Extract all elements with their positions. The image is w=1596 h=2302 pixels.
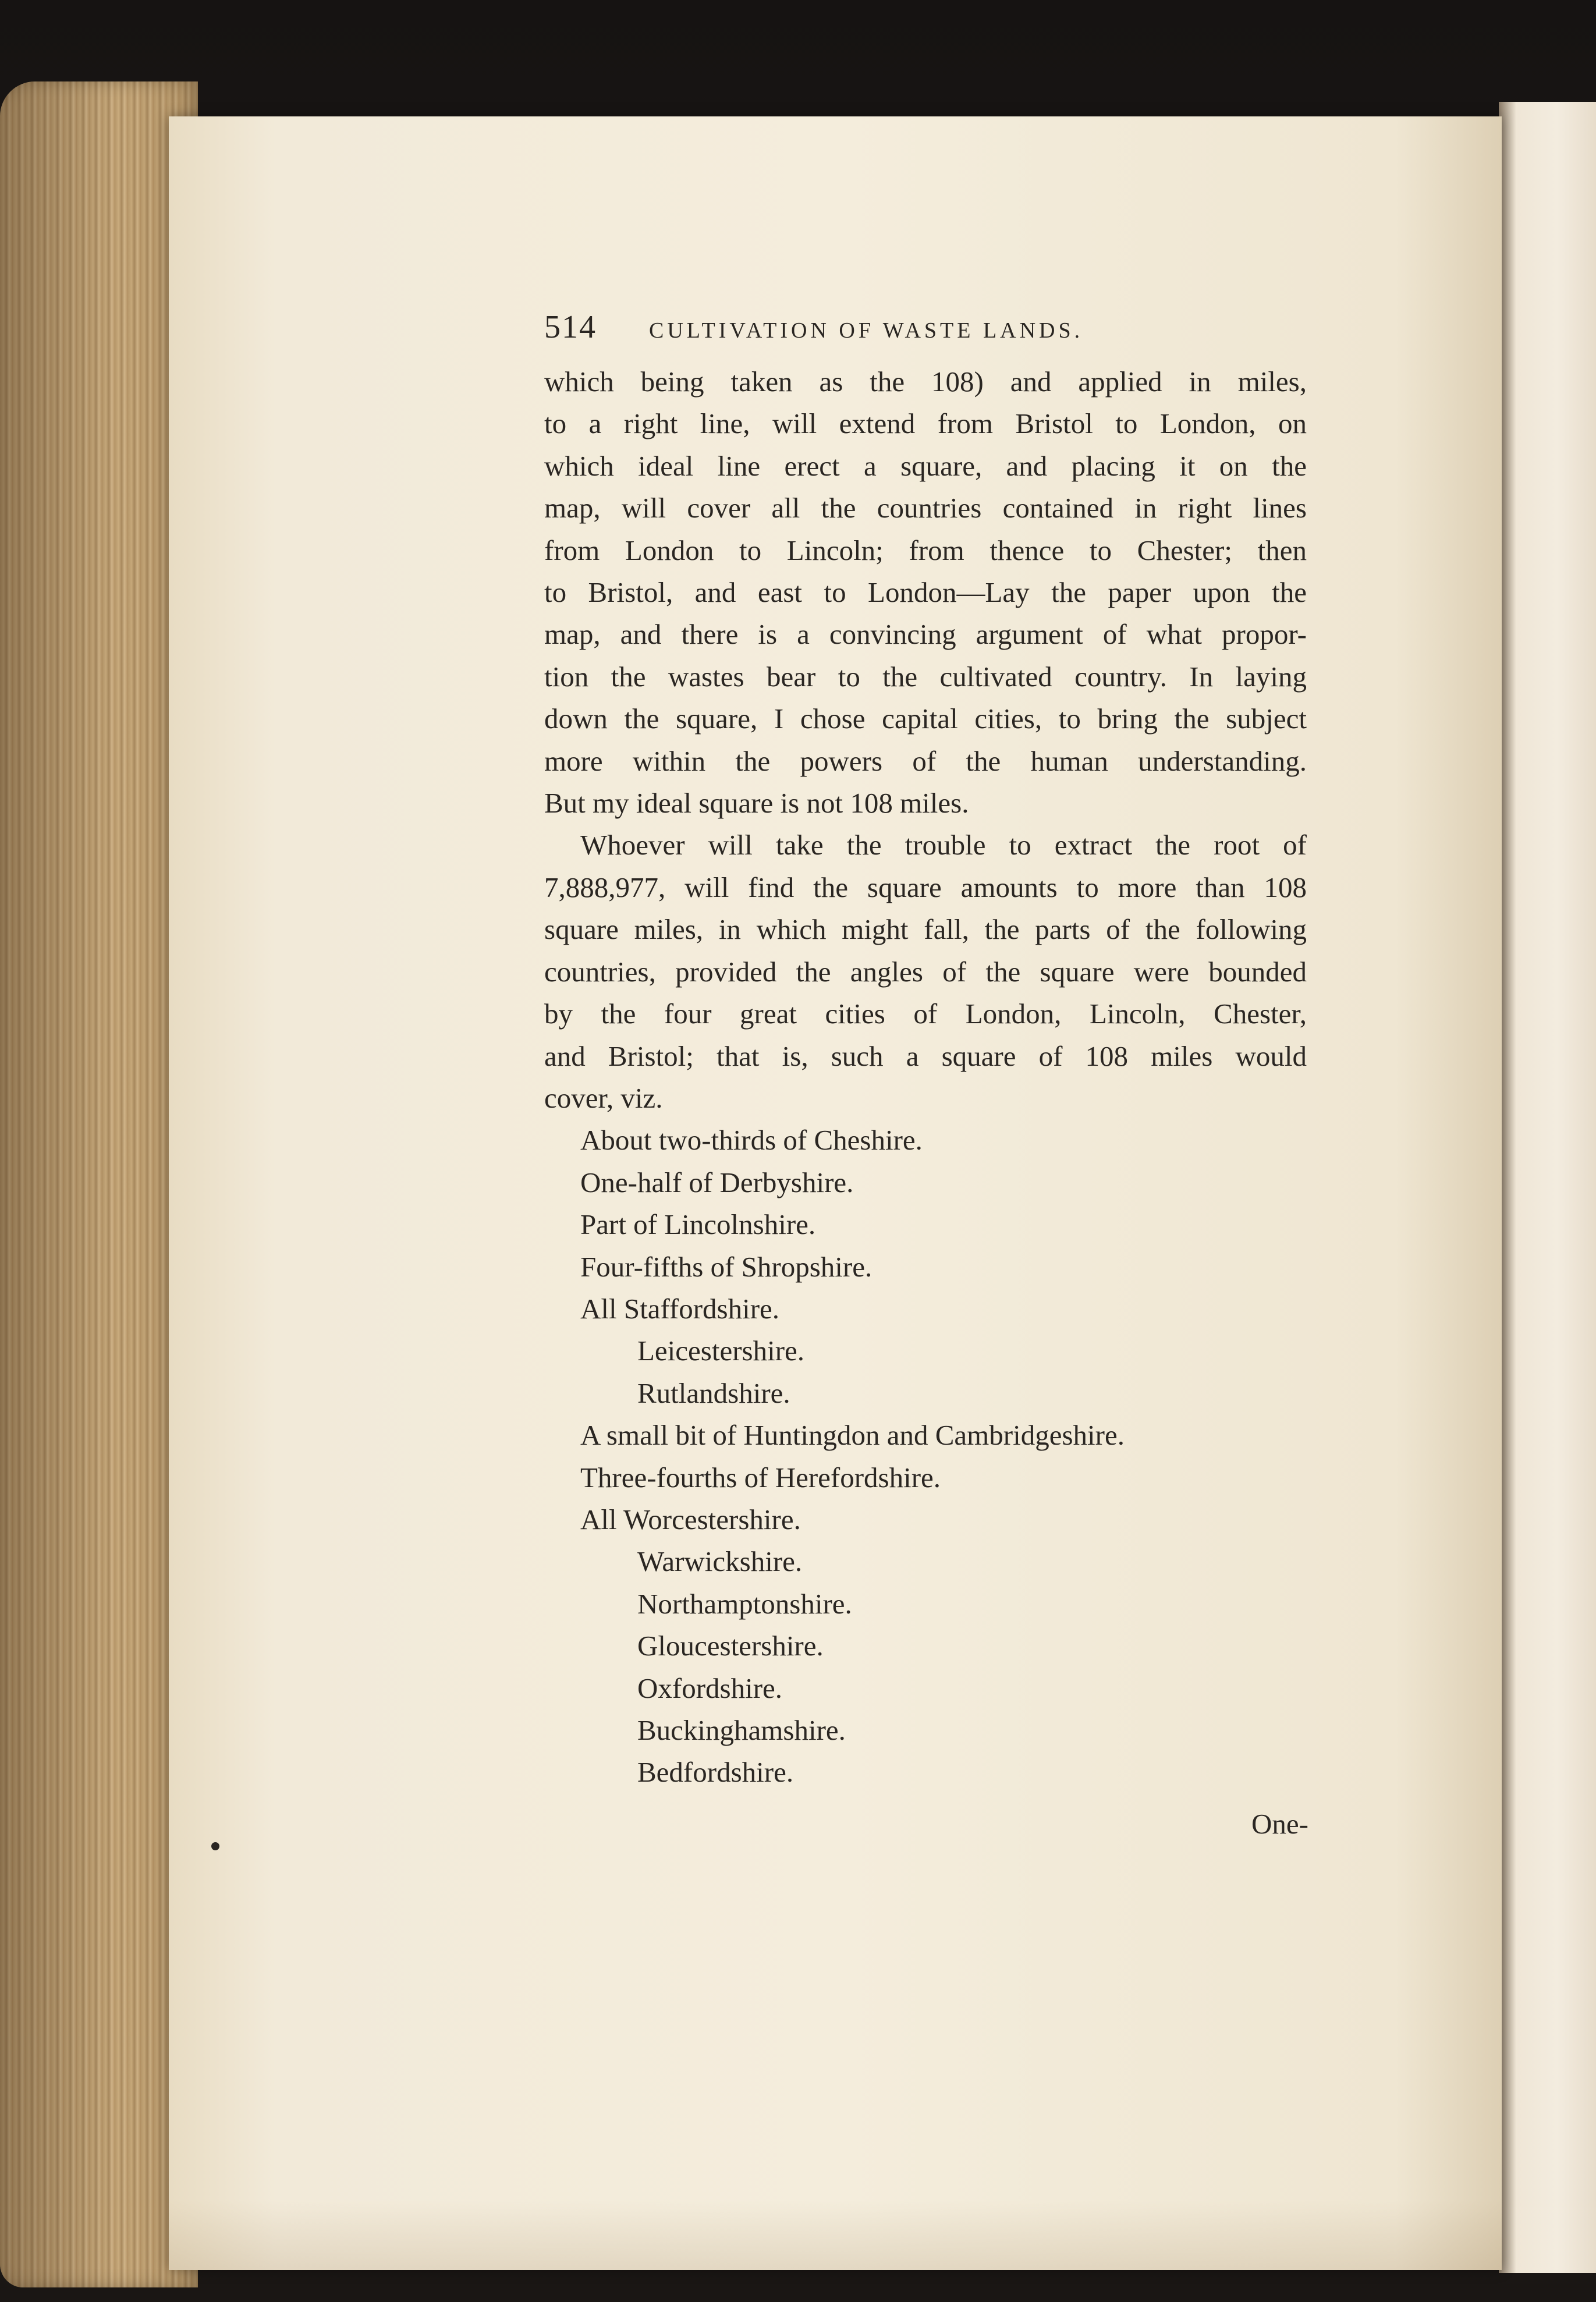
county-list-item: Rutlandshire. <box>637 1377 790 1409</box>
county-list <box>544 1119 1307 1794</box>
text-line: But my ideal square is not 108 miles. <box>544 787 969 820</box>
text-line: which being taken as the 108) and applied in miles, <box>544 366 1307 398</box>
facing-page-edge <box>1499 102 1596 2273</box>
county-list-item: All Staffordshire. <box>580 1292 780 1325</box>
text-line: countries, provided the angles of the square were bounded <box>544 955 1307 988</box>
county-list-item: Part of Lincolnshire. <box>580 1208 816 1241</box>
county-list-item: Four-fifths of Shropshire. <box>580 1250 873 1283</box>
text-line: map, will cover all the countries contained in right lines <box>544 492 1307 524</box>
page-edges-shading <box>0 81 198 2287</box>
text-line: to a right line, will extend from Bristol to London, on <box>544 407 1307 440</box>
county-list-item: Bedfordshire. <box>637 1756 794 1789</box>
county-list-item: Leicestershire. <box>637 1335 805 1367</box>
text-line: more within the powers of the human understanding. <box>544 744 1307 777</box>
running-head: CULTIVATION OF WASTE LANDS. <box>649 318 1084 343</box>
page-header <box>544 308 1307 361</box>
county-list-item: All Worcestershire. <box>580 1503 801 1535</box>
county-list-item: Three-fourths of Herefordshire. <box>580 1461 941 1494</box>
text-line: from London to Lincoln; from thence to Chester; then <box>544 534 1307 566</box>
county-list-item: Northamptonshire. <box>637 1587 852 1620</box>
text-line: by the four great cities of London, Lincoln, Chester, <box>544 998 1307 1030</box>
text-line: to Bristol, and east to London—Lay the paper upon the <box>544 576 1307 609</box>
paragraph-1 <box>544 361 1307 824</box>
county-list-item: Buckinghamshire. <box>637 1714 846 1746</box>
text-line: down the square, I chose capital cities, to bring the subject <box>544 703 1307 735</box>
county-list-item: Warwickshire. <box>637 1545 803 1578</box>
county-list-item: One-half of Derbyshire. <box>580 1166 854 1198</box>
county-list-item: Gloucestershire. <box>637 1630 824 1662</box>
body-text <box>544 361 1307 1794</box>
text-line: tion the wastes bear to the cultivated country. In laying <box>544 660 1307 693</box>
ink-spot <box>211 1842 219 1850</box>
catchword: One- <box>1251 1808 1308 1840</box>
text-line: and Bristol; that is, such a square of 108 miles would <box>544 1040 1307 1072</box>
text-line: square miles, in which might fall, the parts of the following <box>544 913 1307 946</box>
text-line: which ideal line erect a square, and placing it on the <box>544 449 1307 482</box>
county-list-item: A small bit of Huntingdon and Cambridgeshire. <box>580 1419 1125 1452</box>
text-line: Whoever will take the trouble to extract the root of <box>580 829 1307 861</box>
county-list-item: Oxfordshire. <box>637 1672 783 1704</box>
text-line: 7,888,977, will find the square amounts to more than 108 <box>544 871 1307 903</box>
page-bottom-shading <box>169 2200 1502 2270</box>
county-list-item: About two-thirds of Cheshire. <box>580 1124 923 1157</box>
page-number: 514 <box>544 309 597 345</box>
text-line: map, and there is a convincing argument of what propor- <box>544 618 1307 651</box>
text-line: cover, viz. <box>544 1081 663 1114</box>
paragraph-2 <box>544 824 1307 1119</box>
text-block <box>544 308 1307 1794</box>
